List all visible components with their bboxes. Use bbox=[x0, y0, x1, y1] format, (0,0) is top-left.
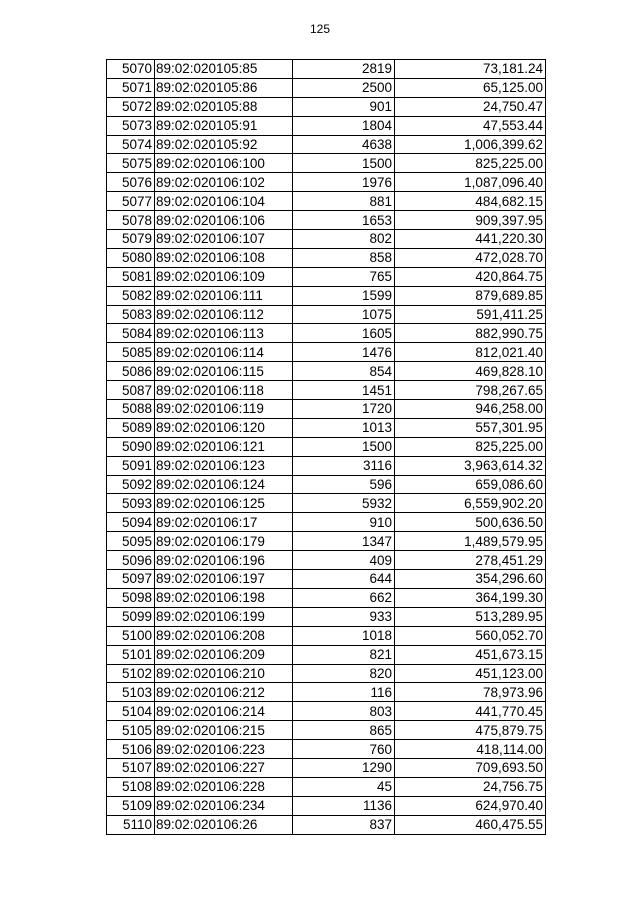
cadastral-number-cell: 89:02:020106:104 bbox=[155, 192, 293, 211]
table-row bbox=[107, 683, 546, 702]
table-row bbox=[107, 664, 546, 683]
value-cell: 418,114.00 bbox=[395, 740, 546, 759]
area-cell: 1804 bbox=[293, 116, 395, 135]
cadastral-number-cell: 89:02:020106:196 bbox=[155, 551, 293, 570]
row-number-cell: 5082 bbox=[107, 286, 155, 305]
row-number-cell: 5088 bbox=[107, 400, 155, 419]
row-number-cell: 5071 bbox=[107, 78, 155, 97]
cadastral-number-cell: 89:02:020106:17 bbox=[155, 513, 293, 532]
table-row bbox=[107, 607, 546, 626]
cadastral-number-cell: 89:02:020106:208 bbox=[155, 626, 293, 645]
row-number-cell: 5090 bbox=[107, 437, 155, 456]
cadastral-number-cell: 89:02:020106:121 bbox=[155, 437, 293, 456]
value-cell: 469,828.10 bbox=[395, 362, 546, 381]
cadastral-number-cell: 89:02:020106:234 bbox=[155, 796, 293, 815]
value-cell: 451,123.00 bbox=[395, 664, 546, 683]
area-cell: 881 bbox=[293, 192, 395, 211]
cadastral-number-cell: 89:02:020106:113 bbox=[155, 324, 293, 343]
data-table bbox=[106, 59, 546, 835]
row-number-cell: 5081 bbox=[107, 267, 155, 286]
area-cell: 644 bbox=[293, 570, 395, 589]
table-row bbox=[107, 211, 546, 230]
value-cell: 1,087,096.40 bbox=[395, 173, 546, 192]
row-number-cell: 5092 bbox=[107, 475, 155, 494]
row-number-cell: 5099 bbox=[107, 607, 155, 626]
table-row bbox=[107, 286, 546, 305]
value-cell: 909,397.95 bbox=[395, 211, 546, 230]
row-number-cell: 5086 bbox=[107, 362, 155, 381]
area-cell: 803 bbox=[293, 702, 395, 721]
row-number-cell: 5089 bbox=[107, 418, 155, 437]
value-cell: 441,770.45 bbox=[395, 702, 546, 721]
table-row bbox=[107, 154, 546, 173]
cadastral-number-cell: 89:02:020106:106 bbox=[155, 211, 293, 230]
row-number-cell: 5109 bbox=[107, 796, 155, 815]
value-cell: 591,411.25 bbox=[395, 305, 546, 324]
table-row bbox=[107, 532, 546, 551]
area-cell: 5932 bbox=[293, 494, 395, 513]
table-row bbox=[107, 324, 546, 343]
value-cell: 709,693.50 bbox=[395, 758, 546, 777]
table-row bbox=[107, 456, 546, 475]
table-row bbox=[107, 248, 546, 267]
value-cell: 500,636.50 bbox=[395, 513, 546, 532]
cadastral-number-cell: 89:02:020106:112 bbox=[155, 305, 293, 324]
table-row bbox=[107, 740, 546, 759]
value-cell: 1,489,579.95 bbox=[395, 532, 546, 551]
cadastral-number-cell: 89:02:020106:223 bbox=[155, 740, 293, 759]
row-number-cell: 5102 bbox=[107, 664, 155, 683]
area-cell: 1599 bbox=[293, 286, 395, 305]
table-body bbox=[107, 60, 546, 835]
table-row bbox=[107, 551, 546, 570]
value-cell: 825,225.00 bbox=[395, 154, 546, 173]
row-number-cell: 5097 bbox=[107, 570, 155, 589]
value-cell: 65,125.00 bbox=[395, 78, 546, 97]
value-cell: 812,021.40 bbox=[395, 343, 546, 362]
row-number-cell: 5076 bbox=[107, 173, 155, 192]
area-cell: 760 bbox=[293, 740, 395, 759]
value-cell: 460,475.55 bbox=[395, 815, 546, 834]
value-cell: 560,052.70 bbox=[395, 626, 546, 645]
area-cell: 858 bbox=[293, 248, 395, 267]
cadastral-number-cell: 89:02:020106:108 bbox=[155, 248, 293, 267]
value-cell: 451,673.15 bbox=[395, 645, 546, 664]
value-cell: 946,258.00 bbox=[395, 400, 546, 419]
cadastral-number-cell: 89:02:020106:227 bbox=[155, 758, 293, 777]
value-cell: 1,006,399.62 bbox=[395, 135, 546, 154]
cadastral-number-cell: 89:02:020106:109 bbox=[155, 267, 293, 286]
cadastral-number-cell: 89:02:020106:210 bbox=[155, 664, 293, 683]
area-cell: 933 bbox=[293, 607, 395, 626]
table-row bbox=[107, 305, 546, 324]
cadastral-number-cell: 89:02:020106:123 bbox=[155, 456, 293, 475]
row-number-cell: 5106 bbox=[107, 740, 155, 759]
cadastral-number-cell: 89:02:020106:102 bbox=[155, 173, 293, 192]
area-cell: 596 bbox=[293, 475, 395, 494]
table-row bbox=[107, 475, 546, 494]
cadastral-number-cell: 89:02:020105:85 bbox=[155, 60, 293, 79]
cadastral-number-cell: 89:02:020105:92 bbox=[155, 135, 293, 154]
row-number-cell: 5080 bbox=[107, 248, 155, 267]
cadastral-number-cell: 89:02:020105:91 bbox=[155, 116, 293, 135]
cadastral-number-cell: 89:02:020106:228 bbox=[155, 777, 293, 796]
cadastral-number-cell: 89:02:020106:179 bbox=[155, 532, 293, 551]
row-number-cell: 5078 bbox=[107, 211, 155, 230]
area-cell: 45 bbox=[293, 777, 395, 796]
area-cell: 1018 bbox=[293, 626, 395, 645]
area-cell: 765 bbox=[293, 267, 395, 286]
cadastral-number-cell: 89:02:020106:115 bbox=[155, 362, 293, 381]
area-cell: 4638 bbox=[293, 135, 395, 154]
row-number-cell: 5096 bbox=[107, 551, 155, 570]
row-number-cell: 5085 bbox=[107, 343, 155, 362]
value-cell: 624,970.40 bbox=[395, 796, 546, 815]
row-number-cell: 5098 bbox=[107, 588, 155, 607]
row-number-cell: 5083 bbox=[107, 305, 155, 324]
cadastral-number-cell: 89:02:020106:199 bbox=[155, 607, 293, 626]
area-cell: 820 bbox=[293, 664, 395, 683]
cadastral-number-cell: 89:02:020106:107 bbox=[155, 230, 293, 249]
row-number-cell: 5100 bbox=[107, 626, 155, 645]
table-row bbox=[107, 60, 546, 79]
area-cell: 1476 bbox=[293, 343, 395, 362]
table-row bbox=[107, 343, 546, 362]
value-cell: 557,301.95 bbox=[395, 418, 546, 437]
value-cell: 73,181.24 bbox=[395, 60, 546, 79]
value-cell: 24,750.47 bbox=[395, 97, 546, 116]
table-row bbox=[107, 494, 546, 513]
table-row bbox=[107, 815, 546, 834]
area-cell: 1605 bbox=[293, 324, 395, 343]
row-number-cell: 5093 bbox=[107, 494, 155, 513]
value-cell: 825,225.00 bbox=[395, 437, 546, 456]
row-number-cell: 5074 bbox=[107, 135, 155, 154]
value-cell: 659,086.60 bbox=[395, 475, 546, 494]
value-cell: 882,990.75 bbox=[395, 324, 546, 343]
area-cell: 1500 bbox=[293, 154, 395, 173]
value-cell: 6,559,902.20 bbox=[395, 494, 546, 513]
value-cell: 354,296.60 bbox=[395, 570, 546, 589]
area-cell: 1136 bbox=[293, 796, 395, 815]
area-cell: 910 bbox=[293, 513, 395, 532]
table-row bbox=[107, 570, 546, 589]
cadastral-number-cell: 89:02:020106:26 bbox=[155, 815, 293, 834]
table-row bbox=[107, 135, 546, 154]
cadastral-number-cell: 89:02:020106:120 bbox=[155, 418, 293, 437]
row-number-cell: 5095 bbox=[107, 532, 155, 551]
row-number-cell: 5084 bbox=[107, 324, 155, 343]
area-cell: 837 bbox=[293, 815, 395, 834]
area-cell: 1075 bbox=[293, 305, 395, 324]
area-cell: 116 bbox=[293, 683, 395, 702]
value-cell: 484,682.15 bbox=[395, 192, 546, 211]
area-cell: 3116 bbox=[293, 456, 395, 475]
table-row bbox=[107, 702, 546, 721]
row-number-cell: 5072 bbox=[107, 97, 155, 116]
cadastral-number-cell: 89:02:020106:119 bbox=[155, 400, 293, 419]
table-row bbox=[107, 116, 546, 135]
area-cell: 1976 bbox=[293, 173, 395, 192]
row-number-cell: 5104 bbox=[107, 702, 155, 721]
value-cell: 47,553.44 bbox=[395, 116, 546, 135]
table-row bbox=[107, 230, 546, 249]
value-cell: 420,864.75 bbox=[395, 267, 546, 286]
table-row bbox=[107, 267, 546, 286]
area-cell: 865 bbox=[293, 721, 395, 740]
area-cell: 901 bbox=[293, 97, 395, 116]
table-row bbox=[107, 777, 546, 796]
cadastral-number-cell: 89:02:020106:118 bbox=[155, 381, 293, 400]
table-row bbox=[107, 796, 546, 815]
cadastral-number-cell: 89:02:020106:214 bbox=[155, 702, 293, 721]
cadastral-number-cell: 89:02:020106:212 bbox=[155, 683, 293, 702]
value-cell: 364,199.30 bbox=[395, 588, 546, 607]
area-cell: 1013 bbox=[293, 418, 395, 437]
table-row bbox=[107, 173, 546, 192]
area-cell: 821 bbox=[293, 645, 395, 664]
row-number-cell: 5073 bbox=[107, 116, 155, 135]
area-cell: 662 bbox=[293, 588, 395, 607]
cadastral-number-cell: 89:02:020106:100 bbox=[155, 154, 293, 173]
table-row bbox=[107, 721, 546, 740]
value-cell: 78,973.96 bbox=[395, 683, 546, 702]
row-number-cell: 5101 bbox=[107, 645, 155, 664]
cadastral-number-cell: 89:02:020106:209 bbox=[155, 645, 293, 664]
page-number: 125 bbox=[309, 22, 331, 36]
row-number-cell: 5091 bbox=[107, 456, 155, 475]
row-number-cell: 5075 bbox=[107, 154, 155, 173]
value-cell: 798,267.65 bbox=[395, 381, 546, 400]
row-number-cell: 5094 bbox=[107, 513, 155, 532]
table-row bbox=[107, 97, 546, 116]
cadastral-number-cell: 89:02:020106:111 bbox=[155, 286, 293, 305]
row-number-cell: 5107 bbox=[107, 758, 155, 777]
value-cell: 472,028.70 bbox=[395, 248, 546, 267]
table-row bbox=[107, 362, 546, 381]
value-cell: 879,689.85 bbox=[395, 286, 546, 305]
row-number-cell: 5077 bbox=[107, 192, 155, 211]
cadastral-number-cell: 89:02:020106:197 bbox=[155, 570, 293, 589]
area-cell: 2819 bbox=[293, 60, 395, 79]
cadastral-number-cell: 89:02:020106:215 bbox=[155, 721, 293, 740]
row-number-cell: 5105 bbox=[107, 721, 155, 740]
row-number-cell: 5070 bbox=[107, 60, 155, 79]
row-number-cell: 5108 bbox=[107, 777, 155, 796]
table-row bbox=[107, 626, 546, 645]
table-row bbox=[107, 400, 546, 419]
area-cell: 1720 bbox=[293, 400, 395, 419]
cadastral-number-cell: 89:02:020106:125 bbox=[155, 494, 293, 513]
area-cell: 1290 bbox=[293, 758, 395, 777]
table-row bbox=[107, 588, 546, 607]
area-cell: 854 bbox=[293, 362, 395, 381]
cadastral-number-cell: 89:02:020106:114 bbox=[155, 343, 293, 362]
area-cell: 1451 bbox=[293, 381, 395, 400]
value-cell: 475,879.75 bbox=[395, 721, 546, 740]
cadastral-number-cell: 89:02:020106:124 bbox=[155, 475, 293, 494]
table-row bbox=[107, 381, 546, 400]
value-cell: 24,756.75 bbox=[395, 777, 546, 796]
table-row bbox=[107, 645, 546, 664]
area-cell: 1653 bbox=[293, 211, 395, 230]
table-row bbox=[107, 513, 546, 532]
value-cell: 278,451.29 bbox=[395, 551, 546, 570]
table-row bbox=[107, 192, 546, 211]
table-row bbox=[107, 78, 546, 97]
area-cell: 409 bbox=[293, 551, 395, 570]
area-cell: 1500 bbox=[293, 437, 395, 456]
cadastral-number-cell: 89:02:020105:88 bbox=[155, 97, 293, 116]
area-cell: 1347 bbox=[293, 532, 395, 551]
cadastral-number-cell: 89:02:020105:86 bbox=[155, 78, 293, 97]
row-number-cell: 5087 bbox=[107, 381, 155, 400]
value-cell: 441,220.30 bbox=[395, 230, 546, 249]
table-row bbox=[107, 437, 546, 456]
table-row bbox=[107, 418, 546, 437]
value-cell: 513,289.95 bbox=[395, 607, 546, 626]
row-number-cell: 5110 bbox=[107, 815, 155, 834]
row-number-cell: 5103 bbox=[107, 683, 155, 702]
area-cell: 802 bbox=[293, 230, 395, 249]
row-number-cell: 5079 bbox=[107, 230, 155, 249]
table-row bbox=[107, 758, 546, 777]
cadastral-number-cell: 89:02:020106:198 bbox=[155, 588, 293, 607]
area-cell: 2500 bbox=[293, 78, 395, 97]
value-cell: 3,963,614.32 bbox=[395, 456, 546, 475]
